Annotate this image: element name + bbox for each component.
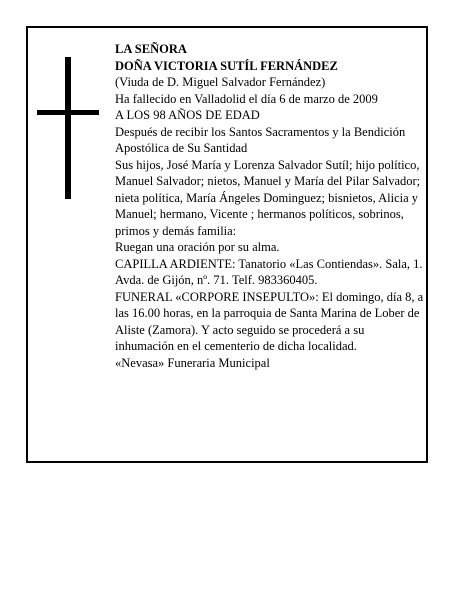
title-line-1: LA SEÑORA — [115, 42, 187, 56]
family-paragraph: Sus hijos, José María y Lorenza Salvador Sutíl; hijo político, Manuel Salvador; nietos, Manuel y María del Pilar Salvador; nieta política, María Ángeles Dominguez; bisnietos, Alicia y Manuel; hermano, Vicente ; hermanos políticos, sobrinos, primos y demás familia: — [115, 157, 421, 238]
obituary-notice — [26, 26, 428, 463]
prayer-line: Ruegan una oración por su alma. — [115, 240, 280, 254]
chapel-paragraph: CAPILLA ARDIENTE: Tanatorio «Las Contiendas». Sala, 1. Avda. de Gijón, nº. 71. Telf. 983360405. — [115, 256, 423, 287]
deceased-name: DOÑA VICTORIA SUTÍL FERNÁNDEZ — [115, 58, 338, 73]
cross-horizontal-bar — [37, 110, 99, 115]
cross-icon — [37, 57, 99, 199]
notice-text — [115, 41, 425, 371]
age-line: A LOS 98 AÑOS DE EDAD — [115, 108, 260, 122]
cross-vertical-bar — [65, 57, 71, 199]
widow-of-line: (Viuda de D. Miguel Salvador Fernández) — [115, 75, 326, 89]
death-line: Ha fallecido en Valladolid el día 6 de marzo de 2009 — [115, 91, 378, 106]
funeral-paragraph: FUNERAL «CORPORE INSEPULTO»: El domingo, día 8, a las 16.00 horas, en la parroquia de Santa Marina de Lober de Aliste (Zamora). Y acto seguido se procederá a su inhumación en el cementerio de dicha localidad. — [115, 289, 424, 353]
sacraments-line: Después de recibir los Santos Sacramentos y la Bendición Apostólica de Su Santidad — [115, 124, 406, 155]
funeral-home-line: «Nevasa» Funeraria Municipal — [115, 355, 270, 370]
